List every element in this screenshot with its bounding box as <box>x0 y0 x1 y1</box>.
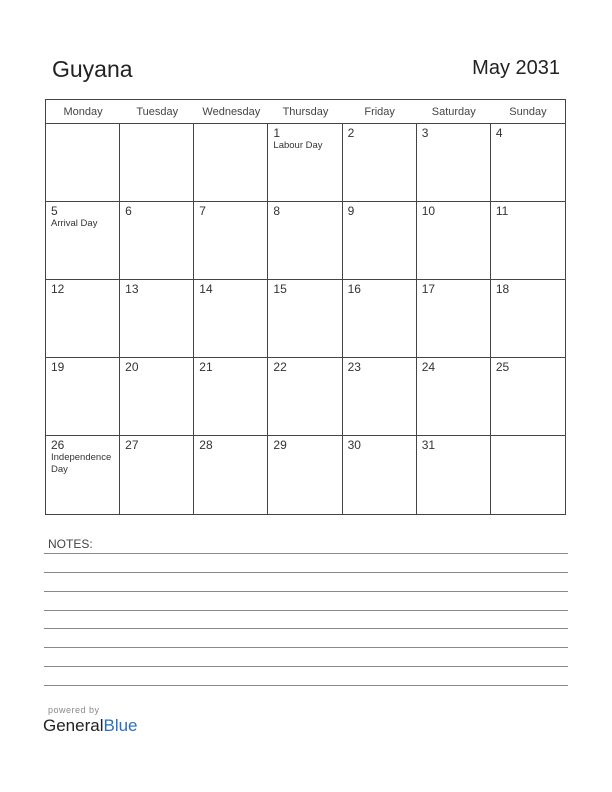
day-cell <box>268 124 342 201</box>
day-cell <box>417 280 491 357</box>
day-cell <box>120 124 194 201</box>
weekday-friday: Friday <box>364 106 395 118</box>
note-line <box>44 610 568 611</box>
day-number: 18 <box>495 282 510 296</box>
day-cell <box>46 436 120 514</box>
day-cell <box>120 358 194 435</box>
day-number: 20 <box>125 360 139 374</box>
day-number: 17 <box>421 282 436 296</box>
day-number: 23 <box>347 360 361 374</box>
day-cell <box>417 436 491 514</box>
day-cell <box>343 436 417 514</box>
day-cell <box>343 124 417 201</box>
day-cell <box>46 280 120 357</box>
day-number: 30 <box>347 438 361 452</box>
day-cell <box>343 358 417 435</box>
day-cell <box>343 280 417 357</box>
day-cell <box>491 124 565 201</box>
day-cell <box>491 280 565 357</box>
weekday-wednesday: Wednesday <box>202 106 261 118</box>
day-cell <box>194 436 268 514</box>
day-cell <box>343 202 417 279</box>
day-number: 29 <box>273 438 287 452</box>
day-number: 9 <box>347 204 355 218</box>
generalblue-logo <box>43 716 138 736</box>
day-cell <box>268 202 342 279</box>
day-number: 10 <box>421 204 436 218</box>
day-number: 5 <box>51 204 58 218</box>
day-number: 7 <box>199 204 206 218</box>
day-cell <box>120 202 194 279</box>
weekday-tuesday: Tuesday <box>136 106 179 118</box>
day-number: 2 <box>347 126 355 140</box>
brand-general: General <box>43 716 104 735</box>
weekday-saturday: Saturday <box>431 106 476 118</box>
note-line <box>44 553 568 554</box>
brand-blue: Blue <box>103 716 138 735</box>
week-row <box>46 124 565 202</box>
day-number: 21 <box>199 360 213 374</box>
day-number: 24 <box>421 360 436 374</box>
day-number: 26 <box>51 438 65 452</box>
day-cell <box>194 202 268 279</box>
day-number: 25 <box>495 360 510 374</box>
calendar-grid <box>45 99 566 515</box>
note-line <box>44 666 568 667</box>
day-cell <box>491 358 565 435</box>
week-row <box>46 358 565 436</box>
day-cell <box>120 436 194 514</box>
day-number: 12 <box>51 282 65 296</box>
day-number: 22 <box>273 360 287 374</box>
day-cell <box>417 202 491 279</box>
note-line <box>44 685 568 686</box>
weekday-monday: Monday <box>63 106 103 118</box>
day-cell <box>268 358 342 435</box>
note-line <box>44 591 568 592</box>
day-cell <box>46 202 120 279</box>
month-title: May 2031 <box>472 57 560 79</box>
day-number: 28 <box>199 438 213 452</box>
day-number: 16 <box>347 282 361 296</box>
day-cell <box>46 124 120 201</box>
powered-by-text: powered by <box>48 705 100 715</box>
week-row <box>46 202 565 280</box>
day-number: 6 <box>125 204 132 218</box>
week-row <box>46 436 565 514</box>
day-cell <box>491 202 565 279</box>
day-cell <box>120 280 194 357</box>
day-cell <box>194 124 268 201</box>
day-number: 31 <box>421 438 436 452</box>
week-row <box>46 280 565 358</box>
note-line <box>44 647 568 648</box>
day-number: 14 <box>199 282 213 296</box>
day-cell <box>268 436 342 514</box>
day-cell <box>491 436 565 514</box>
day-number: 19 <box>51 360 65 374</box>
day-number: 8 <box>273 204 281 218</box>
day-number: 15 <box>273 282 287 296</box>
note-line <box>44 572 568 573</box>
day-cell <box>46 358 120 435</box>
day-cell <box>194 358 268 435</box>
day-number: 4 <box>495 126 503 140</box>
country-title: Guyana <box>52 56 133 82</box>
holiday-label: Labour Day <box>273 140 323 151</box>
day-cell <box>417 358 491 435</box>
weekday-thursday: Thursday <box>282 106 329 118</box>
day-cell <box>194 280 268 357</box>
weekday-sunday: Sunday <box>509 106 547 118</box>
note-line <box>44 628 568 629</box>
day-number: 1 <box>273 126 281 140</box>
notes-label: NOTES: <box>48 537 93 551</box>
day-number: 3 <box>421 126 429 140</box>
day-cell <box>268 280 342 357</box>
day-number: 11 <box>495 204 509 218</box>
holiday-label: Arrival Day <box>51 218 98 229</box>
holiday-label: Independence Day <box>51 452 112 475</box>
weekday-header-row <box>46 100 565 124</box>
day-number: 13 <box>125 282 139 296</box>
day-number: 27 <box>125 438 139 452</box>
day-cell <box>417 124 491 201</box>
